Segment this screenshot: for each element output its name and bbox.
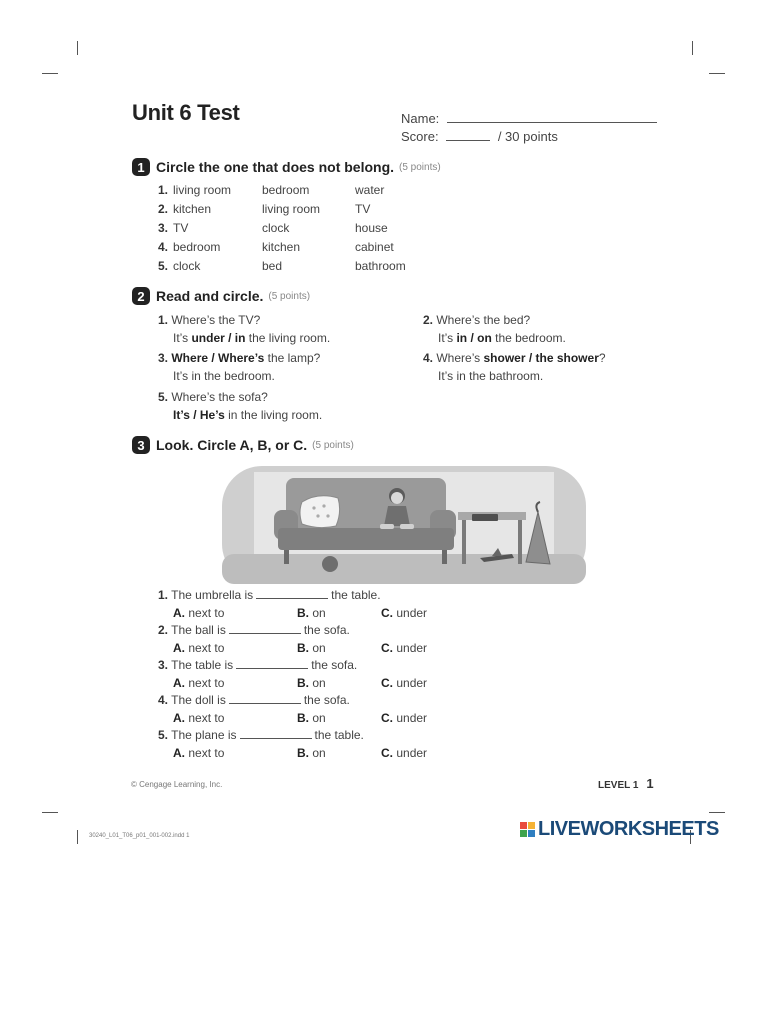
word-option[interactable]: bedroom	[262, 183, 310, 197]
answer-blank[interactable]	[240, 728, 312, 739]
book	[472, 514, 498, 521]
score-row	[401, 129, 558, 144]
section-points: (5 points)	[312, 439, 354, 451]
question: 2. Where’s the bed?	[423, 313, 531, 327]
page-number: 1	[646, 776, 654, 791]
ball	[322, 556, 338, 572]
option-c[interactable]: C. under	[381, 606, 428, 620]
living-room-illustration	[222, 466, 586, 584]
question: 4. The doll is the sofa.	[158, 693, 350, 707]
liveworksheets-logo	[520, 818, 719, 841]
option-a[interactable]: A. next to	[173, 676, 225, 690]
crop-mark	[692, 41, 693, 55]
circle-choice[interactable]: under / in	[191, 331, 246, 345]
copyright: © Cengage Learning, Inc.	[131, 780, 223, 789]
option-b[interactable]: B. on	[297, 676, 326, 690]
section-title: Circle the one that does not belong.	[156, 159, 395, 175]
table-leg	[462, 520, 466, 564]
option-b[interactable]: B. on	[297, 606, 326, 620]
list-item: 2.	[158, 202, 169, 216]
answer-blank[interactable]	[256, 588, 328, 599]
pillow	[300, 496, 340, 528]
option-c[interactable]: C. under	[381, 746, 428, 760]
word-option[interactable]: clock	[173, 259, 201, 273]
answer: It’s under / in the living room.	[173, 331, 331, 345]
answer-blank[interactable]	[236, 658, 308, 669]
question: 5. Where’s the sofa?	[158, 390, 268, 404]
question: 3. Where / Where’s the lamp?	[158, 351, 321, 365]
question: 5. The plane is the table.	[158, 728, 364, 742]
answer-blank[interactable]	[229, 693, 301, 704]
section-number: 2	[132, 287, 150, 305]
answer: It’s in / on the bedroom.	[438, 331, 566, 345]
name-row	[401, 111, 657, 126]
question: 3. The table is the sofa.	[158, 658, 358, 672]
circle-choice[interactable]: It’s / He’s	[173, 408, 225, 422]
logo-icon	[520, 822, 535, 837]
option-b[interactable]: B. on	[297, 746, 326, 760]
word-option[interactable]: water	[355, 183, 385, 197]
question: 1. Where’s the TV?	[158, 313, 261, 327]
option-c[interactable]: C. under	[381, 641, 428, 655]
section-1-heading	[132, 158, 441, 176]
option-c[interactable]: C. under	[381, 676, 428, 690]
question: 1. The umbrella is the table.	[158, 588, 381, 602]
section-3-heading	[132, 436, 354, 454]
circle-choice[interactable]: Where / Where’s	[171, 351, 265, 365]
word-option[interactable]: bedroom	[173, 240, 221, 254]
option-b[interactable]: B. on	[297, 711, 326, 725]
page-title: Unit 6 Test	[132, 100, 240, 125]
answer-blank[interactable]	[229, 623, 301, 634]
score-field[interactable]	[446, 140, 490, 141]
word-option[interactable]: clock	[262, 221, 290, 235]
section-number: 1	[132, 158, 150, 176]
option-a[interactable]: A. next to	[173, 711, 225, 725]
word-option[interactable]: cabinet	[355, 240, 394, 254]
word-option[interactable]: living room	[262, 202, 321, 216]
sofa-leg	[284, 550, 289, 564]
option-b[interactable]: B. on	[297, 641, 326, 655]
word-option[interactable]: bed	[262, 259, 283, 273]
section-points: (5 points)	[268, 290, 311, 302]
section-2-heading	[132, 287, 310, 305]
word-option[interactable]: house	[355, 221, 388, 235]
option-a[interactable]: A. next to	[173, 606, 225, 620]
list-item: 4.	[158, 240, 169, 254]
option-a[interactable]: A. next to	[173, 641, 225, 655]
question: 4. Where’s shower / the shower?	[423, 351, 606, 365]
brand-name: LIVEWORKSHEETS	[538, 818, 719, 840]
crop-mark	[77, 830, 78, 844]
section-points: (5 points)	[399, 161, 441, 173]
crop-mark	[42, 812, 58, 813]
name-label: Name:	[401, 111, 440, 126]
circle-choice[interactable]: in / on	[456, 331, 492, 345]
crop-mark	[709, 812, 725, 813]
word-option[interactable]: TV	[173, 221, 189, 235]
sofa-seat	[278, 528, 454, 550]
word-option[interactable]: kitchen	[173, 202, 212, 216]
sofa-leg	[442, 550, 447, 564]
table-leg	[518, 520, 522, 564]
score-suffix: / 30 points	[497, 129, 558, 144]
word-option[interactable]: bathroom	[355, 259, 406, 273]
answer: It’s / He’s in the living room.	[173, 408, 323, 422]
word-option[interactable]: kitchen	[262, 240, 301, 254]
crop-mark	[709, 73, 725, 74]
score-label: Score:	[401, 129, 439, 144]
option-c[interactable]: C. under	[381, 711, 428, 725]
section-number: 3	[132, 436, 150, 454]
question: 2. The ball is the sofa.	[158, 623, 350, 637]
list-item: 3.	[158, 221, 169, 235]
circle-choice[interactable]: shower / the shower	[483, 351, 599, 365]
list-item: 5.	[158, 259, 169, 273]
crop-mark	[42, 73, 58, 74]
section-title: Look. Circle A, B, or C.	[156, 437, 308, 453]
answer: It’s in the bedroom.	[173, 369, 275, 383]
crop-mark	[77, 41, 78, 55]
level-label: LEVEL 1	[598, 780, 639, 791]
word-option[interactable]: living room	[173, 183, 232, 197]
list-item: 1.	[158, 183, 169, 197]
file-slug: 30240_L01_T06_p01_001-002.indd 1	[89, 833, 190, 839]
word-option[interactable]: TV	[355, 202, 371, 216]
page-footer	[598, 776, 654, 791]
section-title: Read and circle.	[156, 288, 264, 304]
name-field[interactable]	[447, 122, 657, 123]
option-a[interactable]: A. next to	[173, 746, 225, 760]
answer: It’s in the bathroom.	[438, 369, 544, 383]
